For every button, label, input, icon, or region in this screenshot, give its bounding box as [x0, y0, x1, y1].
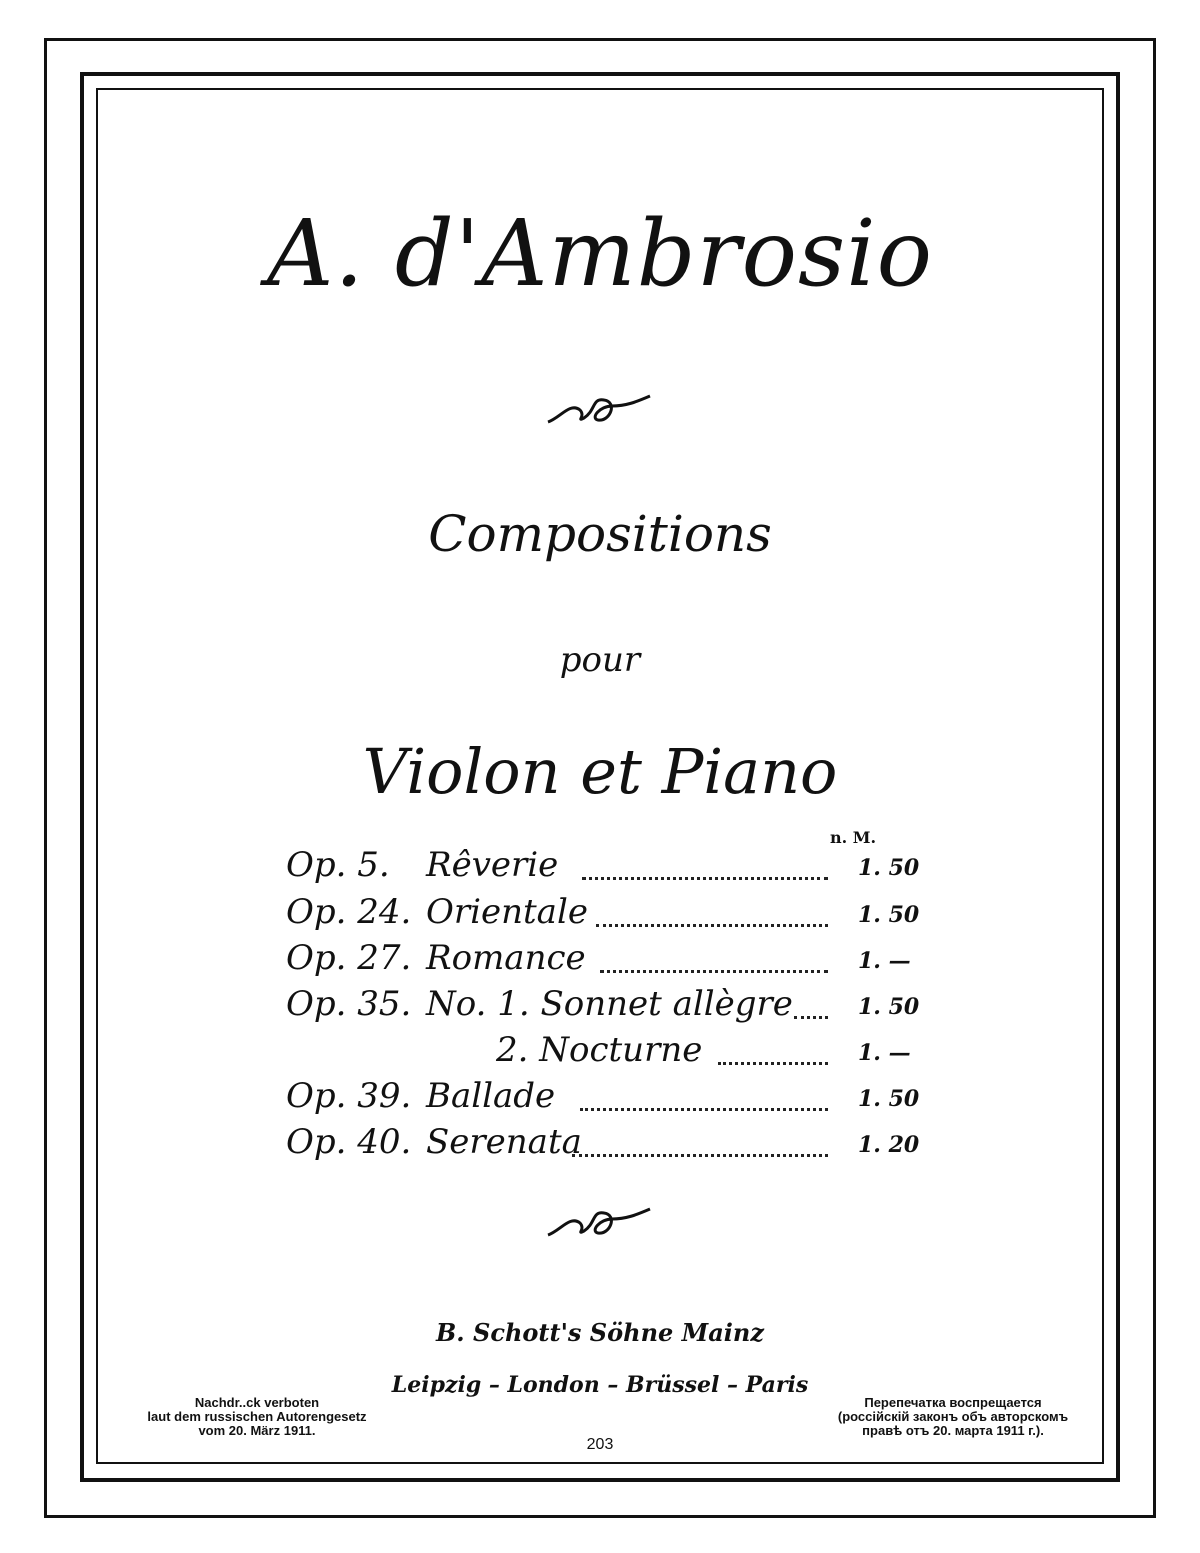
- work-row: [0, 938, 1200, 982]
- publisher-cities: Leipzig – London – Brüssel – Paris: [391, 1372, 809, 1398]
- work-price: 1. 20: [858, 1132, 920, 1158]
- work-row: [0, 892, 1200, 936]
- work-title: Orientale: [426, 892, 588, 932]
- note-line: Перепечатка воспрещается: [864, 1395, 1042, 1410]
- work-title: No. 1. Sonnet allègre: [426, 984, 793, 1024]
- work-row: [0, 845, 1200, 889]
- note-line: Nachdr..ck verboten: [194, 1395, 320, 1410]
- opus-number: Op. 5.: [286, 845, 390, 885]
- note-line: правѣ отъ 20. марта 1911 г.).: [862, 1423, 1044, 1438]
- composer-title: A. d'Ambrosio: [266, 200, 934, 307]
- leader-dots: [718, 1060, 828, 1065]
- work-row: [0, 1030, 1200, 1074]
- ornament-flourish-icon: [540, 392, 660, 432]
- leader-dots: [582, 875, 828, 880]
- work-price: 1. 50: [858, 1086, 920, 1112]
- leader-dots: [572, 1152, 828, 1157]
- work-row: [0, 984, 1200, 1028]
- leader-dots: [794, 1014, 828, 1019]
- opus-number: Op. 24.: [286, 892, 412, 932]
- work-title: Rêverie: [426, 845, 559, 885]
- leader-dots: [600, 968, 828, 973]
- copyright-note-russian: [808, 1396, 1098, 1438]
- note-line: (россiйскiй законъ объ авторскомъ: [837, 1409, 1069, 1424]
- work-price: 1. 50: [858, 855, 920, 881]
- work-title: Ballade: [426, 1076, 556, 1116]
- note-line: vom 20. März 1911.: [198, 1423, 316, 1438]
- work-price: 1. —: [858, 1040, 911, 1066]
- pour-text: pour: [559, 640, 641, 680]
- price-unit: n. M.: [830, 828, 877, 847]
- opus-number: Op. 39.: [286, 1076, 412, 1116]
- work-title: 2. Nocturne: [496, 1030, 703, 1070]
- opus-number: Op. 27.: [286, 938, 412, 978]
- leader-dots: [580, 1106, 828, 1111]
- work-title: Serenata: [426, 1122, 582, 1162]
- work-price: 1. 50: [858, 994, 920, 1020]
- note-line: laut dem russischen Autorengesetz: [147, 1409, 367, 1424]
- opus-number: Op. 35.: [286, 984, 412, 1024]
- leader-dots: [596, 922, 828, 927]
- work-title: Romance: [426, 938, 586, 978]
- work-row: [0, 1076, 1200, 1120]
- work-row: [0, 1122, 1200, 1166]
- publisher: B. Schott's Söhne Mainz: [436, 1318, 764, 1347]
- ornament-flourish-icon: [540, 1205, 660, 1245]
- work-price: 1. 50: [858, 902, 920, 928]
- plate-number: 203: [586, 1436, 614, 1453]
- opus-number: Op. 40.: [286, 1122, 412, 1162]
- copyright-note-german: [112, 1396, 402, 1438]
- work-price: 1. —: [858, 948, 911, 974]
- subtitle: Compositions: [428, 505, 772, 563]
- instrumentation: Violon et Piano: [362, 735, 838, 808]
